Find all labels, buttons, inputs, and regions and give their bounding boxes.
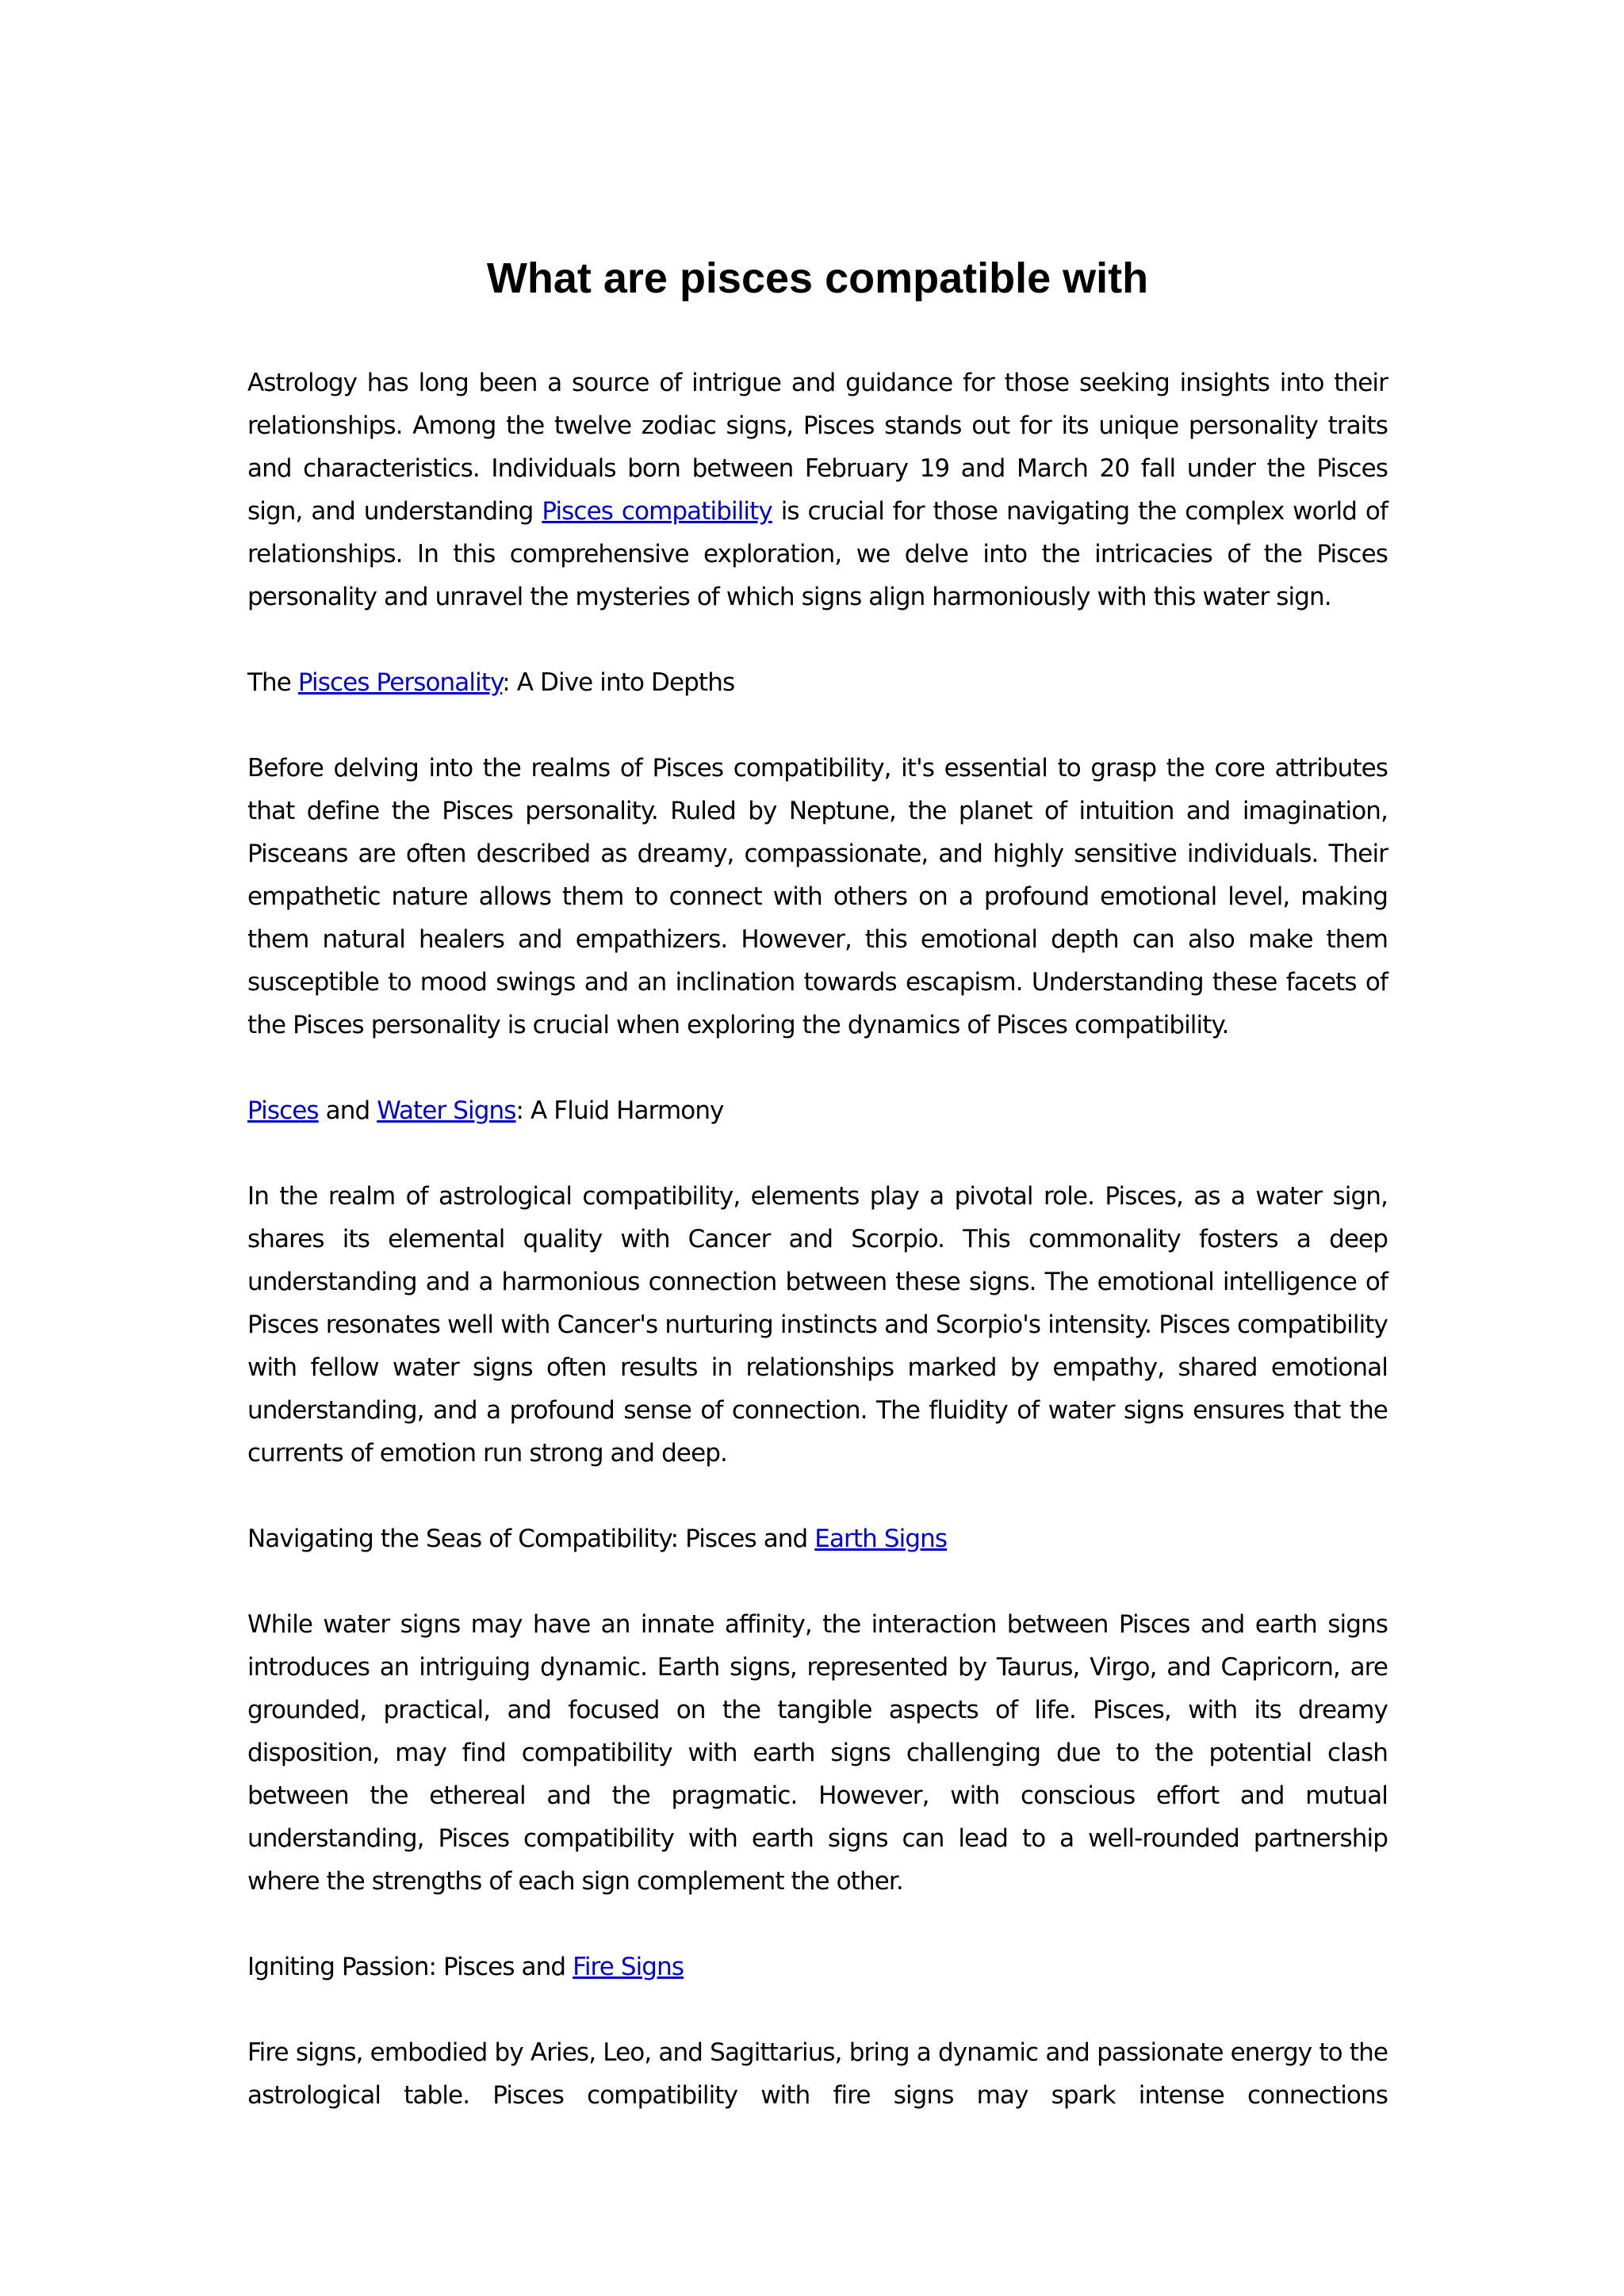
earth-signs-paragraph: While water signs may have an innate affinity, the interaction between Pisces and earth signs introduces an intriguing dynamic. Earth signs, represented by Taurus, Virgo, and Capricorn, are grounded, practical, and focused on the tangible aspects of life. Pisces, with its dreamy disposition, may find compatibility with earth signs challenging due to the potential clash between the ethereal and the pragmatic. However, with conscious effort and mutual understanding, Pisces compatibility with earth signs can lead to a well-rounded partnership where the strengths of each sign complement the other. <box>247 1610 1388 1896</box>
intro-paragraph <box>247 362 1388 618</box>
section-heading-earth-signs <box>247 1517 1388 1560</box>
document-body <box>247 362 1388 2117</box>
pisces-personality-link[interactable]: Pisces Personality <box>297 668 503 697</box>
heading-text: : A Fluid Harmony <box>515 1096 724 1125</box>
section-heading-personality <box>247 661 1388 704</box>
heading-text: : A Dive into Depths <box>502 668 735 697</box>
heading-text: The <box>247 668 298 697</box>
fire-signs-link[interactable]: Fire Signs <box>573 1953 684 1981</box>
fire-signs-paragraph: Fire signs, embodied by Aries, Leo, and Sagittarius, bring a dynamic and passionate energy to the astrological table. Pisces compatibility with fire signs may spark intense connections <box>247 2038 1388 2110</box>
intro-text-before: Astrology has long been a source of intrigue and guidance for those seeking insights into their relationships. Among the twelve zodiac signs, Pisces stands out for its unique personality traits and characteristics. Individuals born between February 19 and March 20 fall under the Pisces sign, and understanding <box>247 369 1388 526</box>
pisces-compatibility-link[interactable]: Pisces compatibility <box>542 497 772 526</box>
water-signs-paragraph: In the realm of astrological compatibility, elements play a pivotal role. Pisces, as a water sign, shares its elemental quality with Cancer and Scorpio. This commonality fosters a deep understanding and a harmonious connection between these signs. The emotional intelligence of Pisces resonates well with Cancer's nurturing instincts and Scorpio's intensity. Pisces compatibility with fellow water signs often results in relationships marked by empathy, shared emotional understanding, and a profound sense of connection. The fluidity of water signs ensures that the currents of emotion run strong and deep. <box>247 1182 1388 1468</box>
water-signs-link[interactable]: Water Signs <box>377 1096 516 1125</box>
section-heading-fire-signs <box>247 1946 1388 1988</box>
personality-paragraph: Before delving into the realms of Pisces compatibility, it's essential to grasp the core attributes that define the Pisces personality. Ruled by Neptune, the planet of intuition and imagination, Pisceans are often described as dreamy, compassionate, and highly sensitive individuals. Their empathetic nature allows them to connect with others on a profound emotional level, making them natural healers and empathizers. However, this emotional depth can also make them susceptible to mood swings and an inclination towards escapism. Understanding these facets of the Pisces personality is crucial when exploring the dynamics of Pisces compatibility. <box>247 754 1388 1039</box>
heading-text: Igniting Passion: Pisces and <box>247 1953 573 1981</box>
document-page <box>247 0 1388 2117</box>
section-heading-water-signs <box>247 1089 1388 1132</box>
heading-text: Navigating the Seas of Compatibility: Pisces and <box>247 1525 815 1553</box>
intro-text-after: is crucial for those navigating the complex world of relationships. In this comprehensive exploration, we delve into the intricacies of the Pisces personality and unravel the mysteries of which signs align harmoniously with this water sign. <box>247 497 1388 611</box>
pisces-link[interactable]: Pisces <box>247 1096 319 1125</box>
page-title: What are pisces compatible with <box>486 254 1149 302</box>
heading-text: and <box>318 1096 377 1125</box>
earth-signs-link[interactable]: Earth Signs <box>814 1525 948 1553</box>
